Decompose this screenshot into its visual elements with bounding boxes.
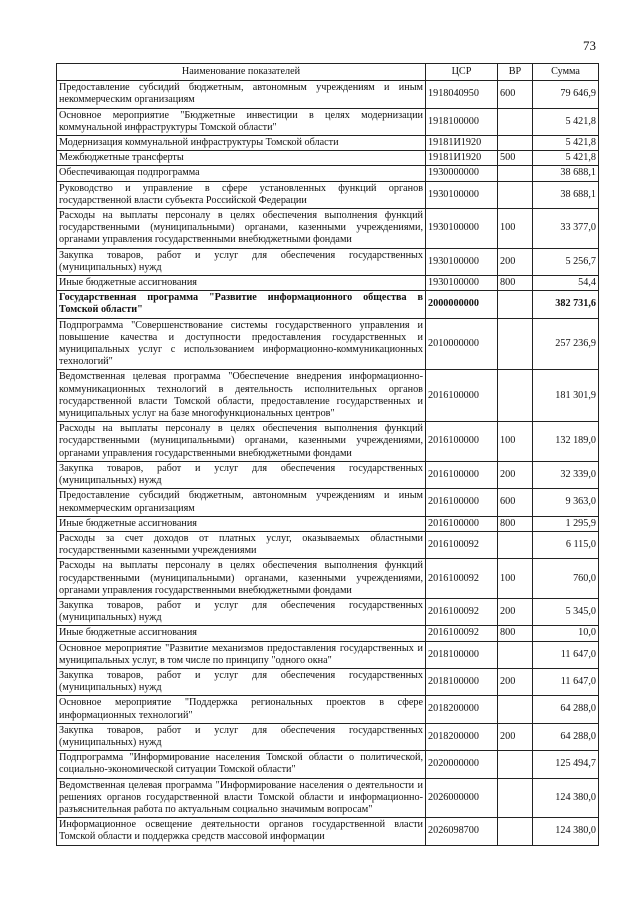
cell-sum: 54,4 [533, 276, 599, 291]
cell-csr: 2010000000 [426, 318, 498, 370]
cell-vr [498, 136, 533, 151]
cell-csr: 2016100000 [426, 516, 498, 531]
cell-name: Ведомственная целевая программа "Информирование населения о деятельности и решениях органов государственной власти Томской области и информационно-разъяснительная работа по актуальным социально значимым вопросам" [57, 778, 426, 818]
cell-name: Иные бюджетные ассигнования [57, 516, 426, 531]
table-row [57, 422, 599, 462]
table-row [57, 248, 599, 275]
table-row [57, 276, 599, 291]
cell-name: Иные бюджетные ассигнования [57, 626, 426, 641]
cell-name: Обеспечивающая подпрограмма [57, 166, 426, 181]
cell-csr: 2018100000 [426, 641, 498, 668]
table-row [57, 136, 599, 151]
cell-csr: 2000000000 [426, 291, 498, 318]
cell-name: Основное мероприятие "Бюджетные инвестиции в целях модернизации коммунальной инфраструктуры Томской области" [57, 108, 426, 135]
cell-sum: 79 646,9 [533, 81, 599, 108]
table-row [57, 559, 599, 599]
table-row [57, 370, 599, 422]
cell-sum: 6 115,0 [533, 531, 599, 558]
cell-sum: 760,0 [533, 559, 599, 599]
cell-name: Предоставление субсидий бюджетным, автономным учреждениям и иным некоммерческим организациям [57, 489, 426, 516]
header-sum: Сумма [533, 64, 599, 81]
cell-vr: 100 [498, 559, 533, 599]
cell-name: Расходы на выплаты персоналу в целях обеспечения выполнения функций государственными (муниципальными) органами, казенными учреждениями, органами управления государственными внебюджетными фондами [57, 422, 426, 462]
cell-name: Предоставление субсидий бюджетным, автономным учреждениям и иным некоммерческим организациям [57, 81, 426, 108]
cell-vr [498, 166, 533, 181]
cell-vr [498, 318, 533, 370]
cell-name: Закупка товаров, работ и услуг для обеспечения государственных (муниципальных) нужд [57, 248, 426, 275]
cell-vr [498, 531, 533, 558]
cell-name: Закупка товаров, работ и услуг для обеспечения государственных (муниципальных) нужд [57, 723, 426, 750]
table-row [57, 751, 599, 778]
cell-vr: 200 [498, 598, 533, 625]
cell-csr: 1918040950 [426, 81, 498, 108]
cell-csr: 2016100092 [426, 531, 498, 558]
cell-vr [498, 696, 533, 723]
header-name: Наименование показателей [57, 64, 426, 81]
table-row [57, 81, 599, 108]
cell-vr [498, 778, 533, 818]
cell-sum: 11 647,0 [533, 641, 599, 668]
cell-name: Модернизация коммунальной инфраструктуры Томской области [57, 136, 426, 151]
cell-name: Ведомственная целевая программа "Обеспечение внедрения информационно-коммуникационных технологий в деятельность исполнительных органов государственной власти Томской области, предоставление государственных и муниципальных услуг на базе многофункциональных центров" [57, 370, 426, 422]
cell-vr [498, 181, 533, 208]
cell-csr: 2016100000 [426, 422, 498, 462]
cell-sum: 33 377,0 [533, 209, 599, 249]
cell-csr: 1930100000 [426, 276, 498, 291]
cell-csr: 2018200000 [426, 723, 498, 750]
table-header-row [57, 64, 599, 81]
cell-name: Закупка товаров, работ и услуг для обеспечения государственных (муниципальных) нужд [57, 668, 426, 695]
table-row [57, 166, 599, 181]
cell-vr: 200 [498, 248, 533, 275]
cell-csr: 1918100000 [426, 108, 498, 135]
table-row [57, 626, 599, 641]
cell-vr: 100 [498, 422, 533, 462]
cell-vr [498, 291, 533, 318]
cell-csr: 2016100092 [426, 626, 498, 641]
cell-vr: 200 [498, 461, 533, 488]
table-row [57, 696, 599, 723]
cell-csr: 2016100000 [426, 461, 498, 488]
cell-sum: 32 339,0 [533, 461, 599, 488]
cell-name: Расходы за счет доходов от платных услуг, оказываемых областными государственными казенными учреждениями [57, 531, 426, 558]
table-row [57, 151, 599, 166]
cell-sum: 9 363,0 [533, 489, 599, 516]
cell-csr: 1930100000 [426, 248, 498, 275]
table-row [57, 489, 599, 516]
cell-vr: 100 [498, 209, 533, 249]
table-row [57, 778, 599, 818]
cell-name: Основное мероприятие "Поддержка региональных проектов в сфере информационных технологий" [57, 696, 426, 723]
cell-csr: 2018200000 [426, 696, 498, 723]
table-row [57, 818, 599, 845]
cell-sum: 5 345,0 [533, 598, 599, 625]
table-row [57, 598, 599, 625]
cell-sum: 5 256,7 [533, 248, 599, 275]
cell-vr: 600 [498, 489, 533, 516]
page-number: 73 [583, 38, 596, 53]
header-csr: ЦСР [426, 64, 498, 81]
cell-name: Иные бюджетные ассигнования [57, 276, 426, 291]
cell-csr: 2016100092 [426, 598, 498, 625]
cell-sum: 5 421,8 [533, 108, 599, 135]
cell-csr: 19181И1920 [426, 136, 498, 151]
cell-name: Закупка товаров, работ и услуг для обеспечения государственных (муниципальных) нужд [57, 461, 426, 488]
cell-vr: 600 [498, 81, 533, 108]
cell-name: Закупка товаров, работ и услуг для обеспечения государственных (муниципальных) нужд [57, 598, 426, 625]
cell-csr: 1930100000 [426, 209, 498, 249]
cell-sum: 257 236,9 [533, 318, 599, 370]
cell-csr: 2016100000 [426, 489, 498, 516]
table-row [57, 108, 599, 135]
cell-name: Расходы на выплаты персоналу в целях обеспечения выполнения функций государственными (муниципальными) органами, казенными учреждениями, органами управления государственными внебюджетными фондами [57, 559, 426, 599]
cell-csr: 2026098700 [426, 818, 498, 845]
cell-name: Руководство и управление в сфере установленных функций органов государственной власти субъекта Российской Федерации [57, 181, 426, 208]
cell-sum: 5 421,8 [533, 136, 599, 151]
header-vr: ВР [498, 64, 533, 81]
cell-sum: 64 288,0 [533, 696, 599, 723]
cell-sum: 38 688,1 [533, 181, 599, 208]
cell-name: Расходы на выплаты персоналу в целях обеспечения выполнения функций государственными (муниципальными) органами, казенными учреждениями, органами управления государственными внебюджетными фондами [57, 209, 426, 249]
cell-vr [498, 370, 533, 422]
cell-sum: 382 731,6 [533, 291, 599, 318]
budget-table [56, 63, 599, 846]
cell-csr: 2026000000 [426, 778, 498, 818]
cell-sum: 124 380,0 [533, 818, 599, 845]
cell-name: Межбюджетные трансферты [57, 151, 426, 166]
cell-vr: 200 [498, 723, 533, 750]
table-row [57, 516, 599, 531]
cell-name: Подпрограмма "Информирование населения Томской области о политической, социально-экономической ситуации Томской области" [57, 751, 426, 778]
cell-csr: 2020000000 [426, 751, 498, 778]
cell-vr: 200 [498, 668, 533, 695]
table-row [57, 291, 599, 318]
table-row [57, 641, 599, 668]
cell-csr: 19181И1920 [426, 151, 498, 166]
cell-csr: 2016100000 [426, 370, 498, 422]
table-row [57, 318, 599, 370]
cell-sum: 181 301,9 [533, 370, 599, 422]
cell-name: Основное мероприятие "Развитие механизмов предоставления государственных и муниципальных услуг, в том числе по принципу "одного окна" [57, 641, 426, 668]
cell-csr: 2016100092 [426, 559, 498, 599]
cell-sum: 124 380,0 [533, 778, 599, 818]
table-row [57, 461, 599, 488]
cell-vr: 800 [498, 516, 533, 531]
cell-csr: 1930000000 [426, 166, 498, 181]
cell-vr [498, 108, 533, 135]
cell-sum: 38 688,1 [533, 166, 599, 181]
cell-sum: 64 288,0 [533, 723, 599, 750]
cell-vr: 500 [498, 151, 533, 166]
cell-sum: 10,0 [533, 626, 599, 641]
table-row [57, 181, 599, 208]
table-row [57, 531, 599, 558]
cell-vr: 800 [498, 626, 533, 641]
cell-vr [498, 641, 533, 668]
cell-sum: 5 421,8 [533, 151, 599, 166]
table-row [57, 209, 599, 249]
cell-name: Государственная программа "Развитие информационного общества в Томской области" [57, 291, 426, 318]
cell-name: Информационное освещение деятельности органов государственной власти Томской области и поддержка средств массовой информации [57, 818, 426, 845]
cell-sum: 1 295,9 [533, 516, 599, 531]
cell-csr: 2018100000 [426, 668, 498, 695]
table-row [57, 723, 599, 750]
table-row [57, 668, 599, 695]
cell-vr [498, 818, 533, 845]
cell-vr [498, 751, 533, 778]
cell-sum: 11 647,0 [533, 668, 599, 695]
cell-csr: 1930100000 [426, 181, 498, 208]
cell-sum: 125 494,7 [533, 751, 599, 778]
cell-sum: 132 189,0 [533, 422, 599, 462]
cell-name: Подпрограмма "Совершенствование системы государственного управления и повышение качества и доступности предоставления государственных и муниципальных услуг с использованием информационно-коммуникационных технологий" [57, 318, 426, 370]
cell-vr: 800 [498, 276, 533, 291]
